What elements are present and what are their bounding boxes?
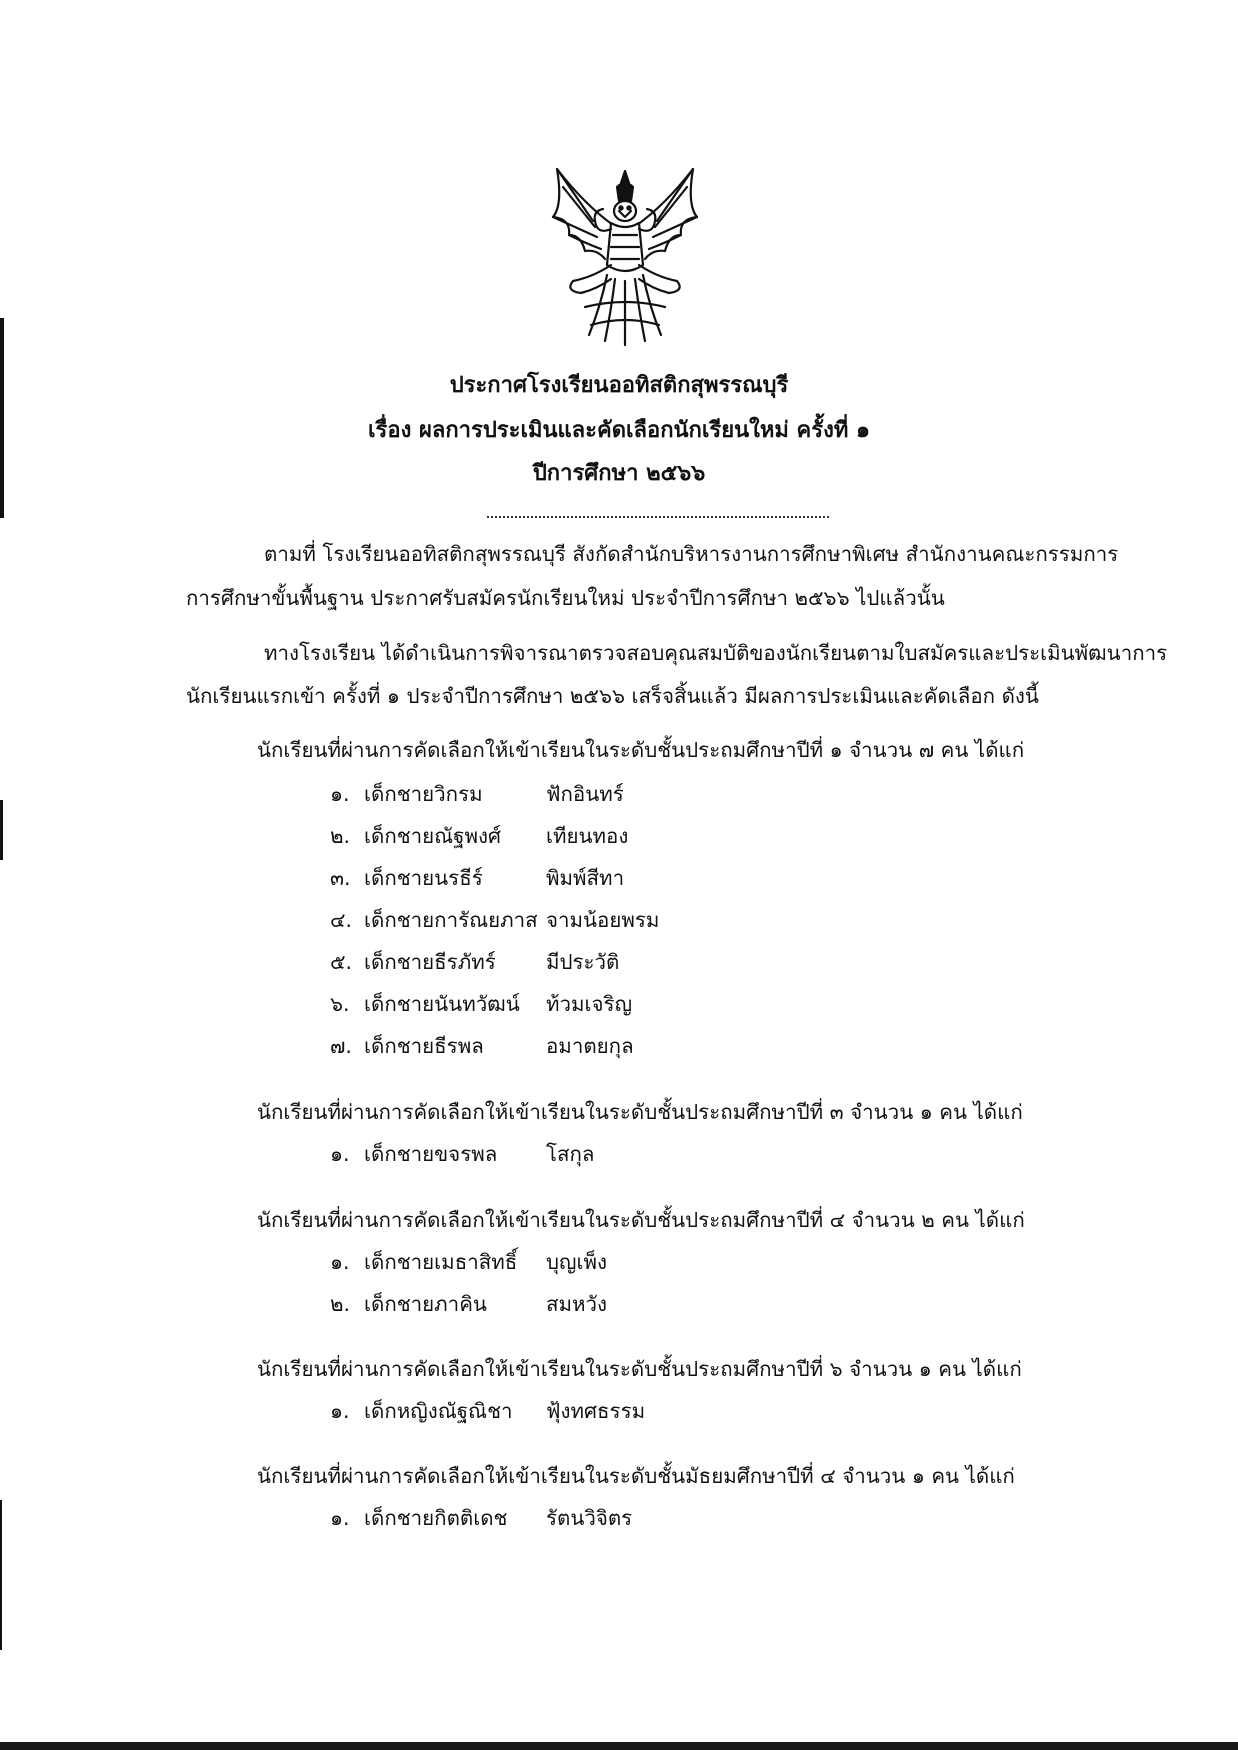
student-number: ๑. [330,782,350,806]
group-heading: นักเรียนที่ผ่านการคัดเลือกให้เข้าเรียนในระดับชั้นประถมศึกษาปีที่ ๓ จำนวน ๑ คน ได้แก่ [257,1100,1023,1124]
student-given-name: เด็กหญิงณัฐณิชา [364,1399,513,1423]
student-number: ๑. [330,1142,350,1166]
student-number: ๖. [330,992,350,1016]
student-given-name: เด็กชายวิกรม [364,782,483,806]
group-heading: นักเรียนที่ผ่านการคัดเลือกให้เข้าเรียนในระดับชั้นประถมศึกษาปีที่ ๑ จำนวน ๗ คน ได้แก่ [257,738,1025,762]
student-given-name: เด็กชายนรธีร์ [364,866,483,890]
student-family-name: โสกุล [546,1142,595,1166]
student-number: ๑. [330,1250,350,1274]
student-given-name: เด็กชายธีรพล [364,1034,484,1058]
scan-edge-mark [0,1500,2,1650]
student-family-name: ฟุ้งทศธรรม [546,1399,646,1423]
paragraph-1-line-2: การศึกษาขั้นพื้นฐาน ประกาศรับสมัครนักเรียนใหม่ ประจำปีการศึกษา ๒๕๖๖ ไปแล้วนั้น [186,586,945,610]
student-number: ๕. [330,950,353,974]
student-given-name: เด็กชายขจรพล [364,1142,498,1166]
student-family-name: สมหวัง [546,1292,608,1316]
student-number: ๒. [330,1292,351,1316]
student-family-name: ฟักอินทร์ [546,782,624,806]
student-number: ๑. [330,1506,350,1530]
academic-year: ปีการศึกษา ๒๕๖๖ [532,461,706,486]
dotted-divider [487,506,829,518]
student-number: ๓. [330,866,351,890]
student-number: ๔. [330,908,353,932]
student-family-name: ท้วมเจริญ [546,992,633,1016]
paragraph-2-line-2: นักเรียนแรกเข้า ครั้งที่ ๑ ประจำปีการศึกษา ๒๕๖๖ เสร็จสิ้นแล้ว มีผลการประเมินและคัดเลือก ดังนี้ [186,684,1039,708]
student-family-name: เทียนทอง [546,824,629,848]
student-given-name: เด็กชายนันทวัฒน์ [364,992,520,1016]
student-number: ๒. [330,824,351,848]
paragraph-1-line-1: ตามที่ โรงเรียนออทิสติกสุพรรณบุรี สังกัดสำนักบริหารงานการศึกษาพิเศษ สำนักงานคณะกรรมการ [264,542,1119,566]
student-family-name: อมาตยกุล [546,1034,634,1058]
scan-bottom-band [0,1742,1238,1750]
student-number: ๗. [330,1034,352,1058]
student-family-name: รัตนวิจิตร [546,1506,633,1530]
paragraph-2-line-1: ทางโรงเรียน ได้ดำเนินการพิจารณาตรวจสอบคุณสมบัติของนักเรียนตามใบสมัครและประเมินพัฒนาการ [264,641,1168,665]
student-given-name: เด็กชายณัฐพงศ์ [364,824,502,848]
group-heading: นักเรียนที่ผ่านการคัดเลือกให้เข้าเรียนในระดับชั้นประถมศึกษาปีที่ ๖ จำนวน ๑ คน ได้แก่ [257,1357,1022,1381]
group-heading: นักเรียนที่ผ่านการคัดเลือกให้เข้าเรียนในระดับชั้นประถมศึกษาปีที่ ๔ จำนวน ๒ คน ได้แก่ [257,1208,1025,1232]
student-family-name: พิมพ์สีทา [546,866,625,890]
announcement-subject: เรื่อง ผลการประเมินและคัดเลือกนักเรียนใหม่ ครั้งที่ ๑ [368,418,870,443]
student-given-name: เด็กชายการัณยภาส [364,908,538,932]
student-given-name: เด็กชายภาคิน [364,1292,487,1316]
student-number: ๑. [330,1399,350,1423]
student-family-name: จามน้อยพรม [546,908,660,932]
student-given-name: เด็กชายกิตติเดช [364,1506,508,1530]
student-given-name: เด็กชายเมธาสิทธิ์ [364,1250,518,1274]
announcement-title: ประกาศโรงเรียนออทิสติกสุพรรณบุรี [449,373,789,398]
student-family-name: มีประวัติ [546,950,620,974]
scan-edge-mark [0,800,3,860]
group-heading: นักเรียนที่ผ่านการคัดเลือกให้เข้าเรียนในระดับชั้นมัธยมศึกษาปีที่ ๔ จำนวน ๑ คน ได้แก่ [257,1464,1015,1488]
garuda-emblem-icon [545,165,705,347]
student-given-name: เด็กชายธีรภัทร์ [364,950,496,974]
student-family-name: บุญเพ็ง [546,1250,608,1274]
